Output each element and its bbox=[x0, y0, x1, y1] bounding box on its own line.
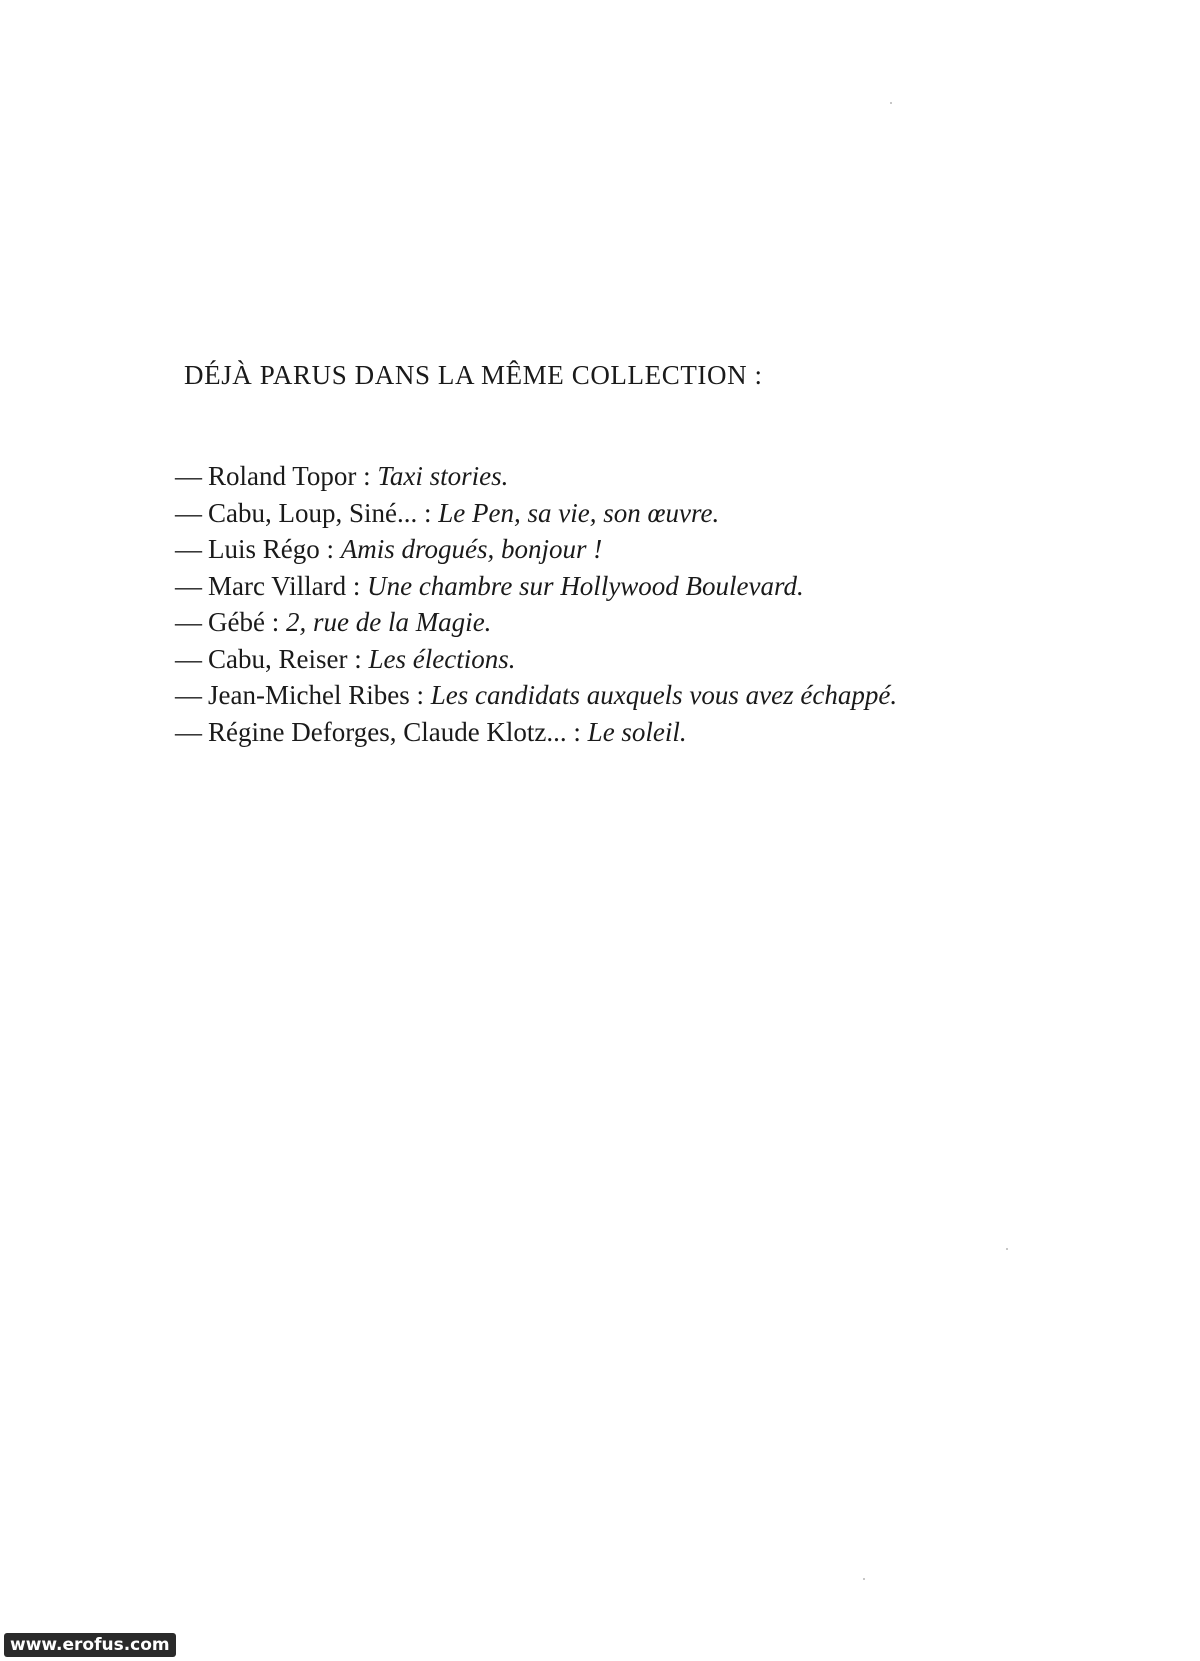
list-item bbox=[175, 568, 1020, 605]
entry-title: 2, rue de la Magie. bbox=[285, 607, 492, 637]
entry-author: Luis Régo : bbox=[208, 534, 334, 564]
entry-author: Roland Topor : bbox=[208, 461, 371, 491]
list-item bbox=[175, 495, 1020, 532]
entry-title: Les élections. bbox=[368, 643, 516, 674]
entry-author: Cabu, Reiser : bbox=[208, 643, 362, 674]
entry-title: Les candidats auxquels vous avez échappé. bbox=[430, 680, 898, 710]
paper-speck bbox=[1006, 1248, 1008, 1250]
list-item bbox=[175, 531, 1020, 568]
list-dash: — bbox=[175, 570, 202, 601]
list-item bbox=[175, 677, 1020, 714]
list-dash: — bbox=[175, 534, 202, 564]
entry-author: Régine Deforges, Claude Klotz... : bbox=[208, 716, 581, 747]
paper-speck bbox=[863, 1578, 865, 1580]
list-dash: — bbox=[175, 680, 202, 710]
entry-title: Le Pen, sa vie, son œuvre. bbox=[438, 497, 720, 528]
entry-title: Le soleil. bbox=[587, 716, 687, 747]
entry-author: Marc Villard : bbox=[208, 570, 361, 601]
list-dash: — bbox=[175, 497, 202, 528]
list-dash: — bbox=[175, 716, 202, 747]
entry-title: Amis drogués, bonjour ! bbox=[340, 534, 603, 564]
paper-speck bbox=[890, 102, 892, 104]
entry-author: Cabu, Loup, Siné... : bbox=[208, 497, 432, 528]
list-item bbox=[175, 714, 1020, 751]
entry-author: Gébé : bbox=[208, 607, 280, 637]
entry-title: Une chambre sur Hollywood Boulevard. bbox=[367, 570, 804, 601]
list-dash: — bbox=[175, 461, 202, 491]
entry-author: Jean-Michel Ribes : bbox=[208, 680, 424, 710]
list-item bbox=[175, 604, 1020, 641]
entry-title: Taxi stories. bbox=[377, 461, 509, 491]
list-dash: — bbox=[175, 643, 202, 674]
list-dash: — bbox=[175, 607, 202, 637]
collection-heading: DÉJÀ PARUS DANS LA MÊME COLLECTION : bbox=[184, 360, 763, 390]
publication-list bbox=[175, 458, 1020, 750]
list-item bbox=[175, 458, 1020, 495]
watermark-label: www.erofus.com bbox=[4, 1633, 176, 1657]
list-item bbox=[175, 641, 1020, 678]
